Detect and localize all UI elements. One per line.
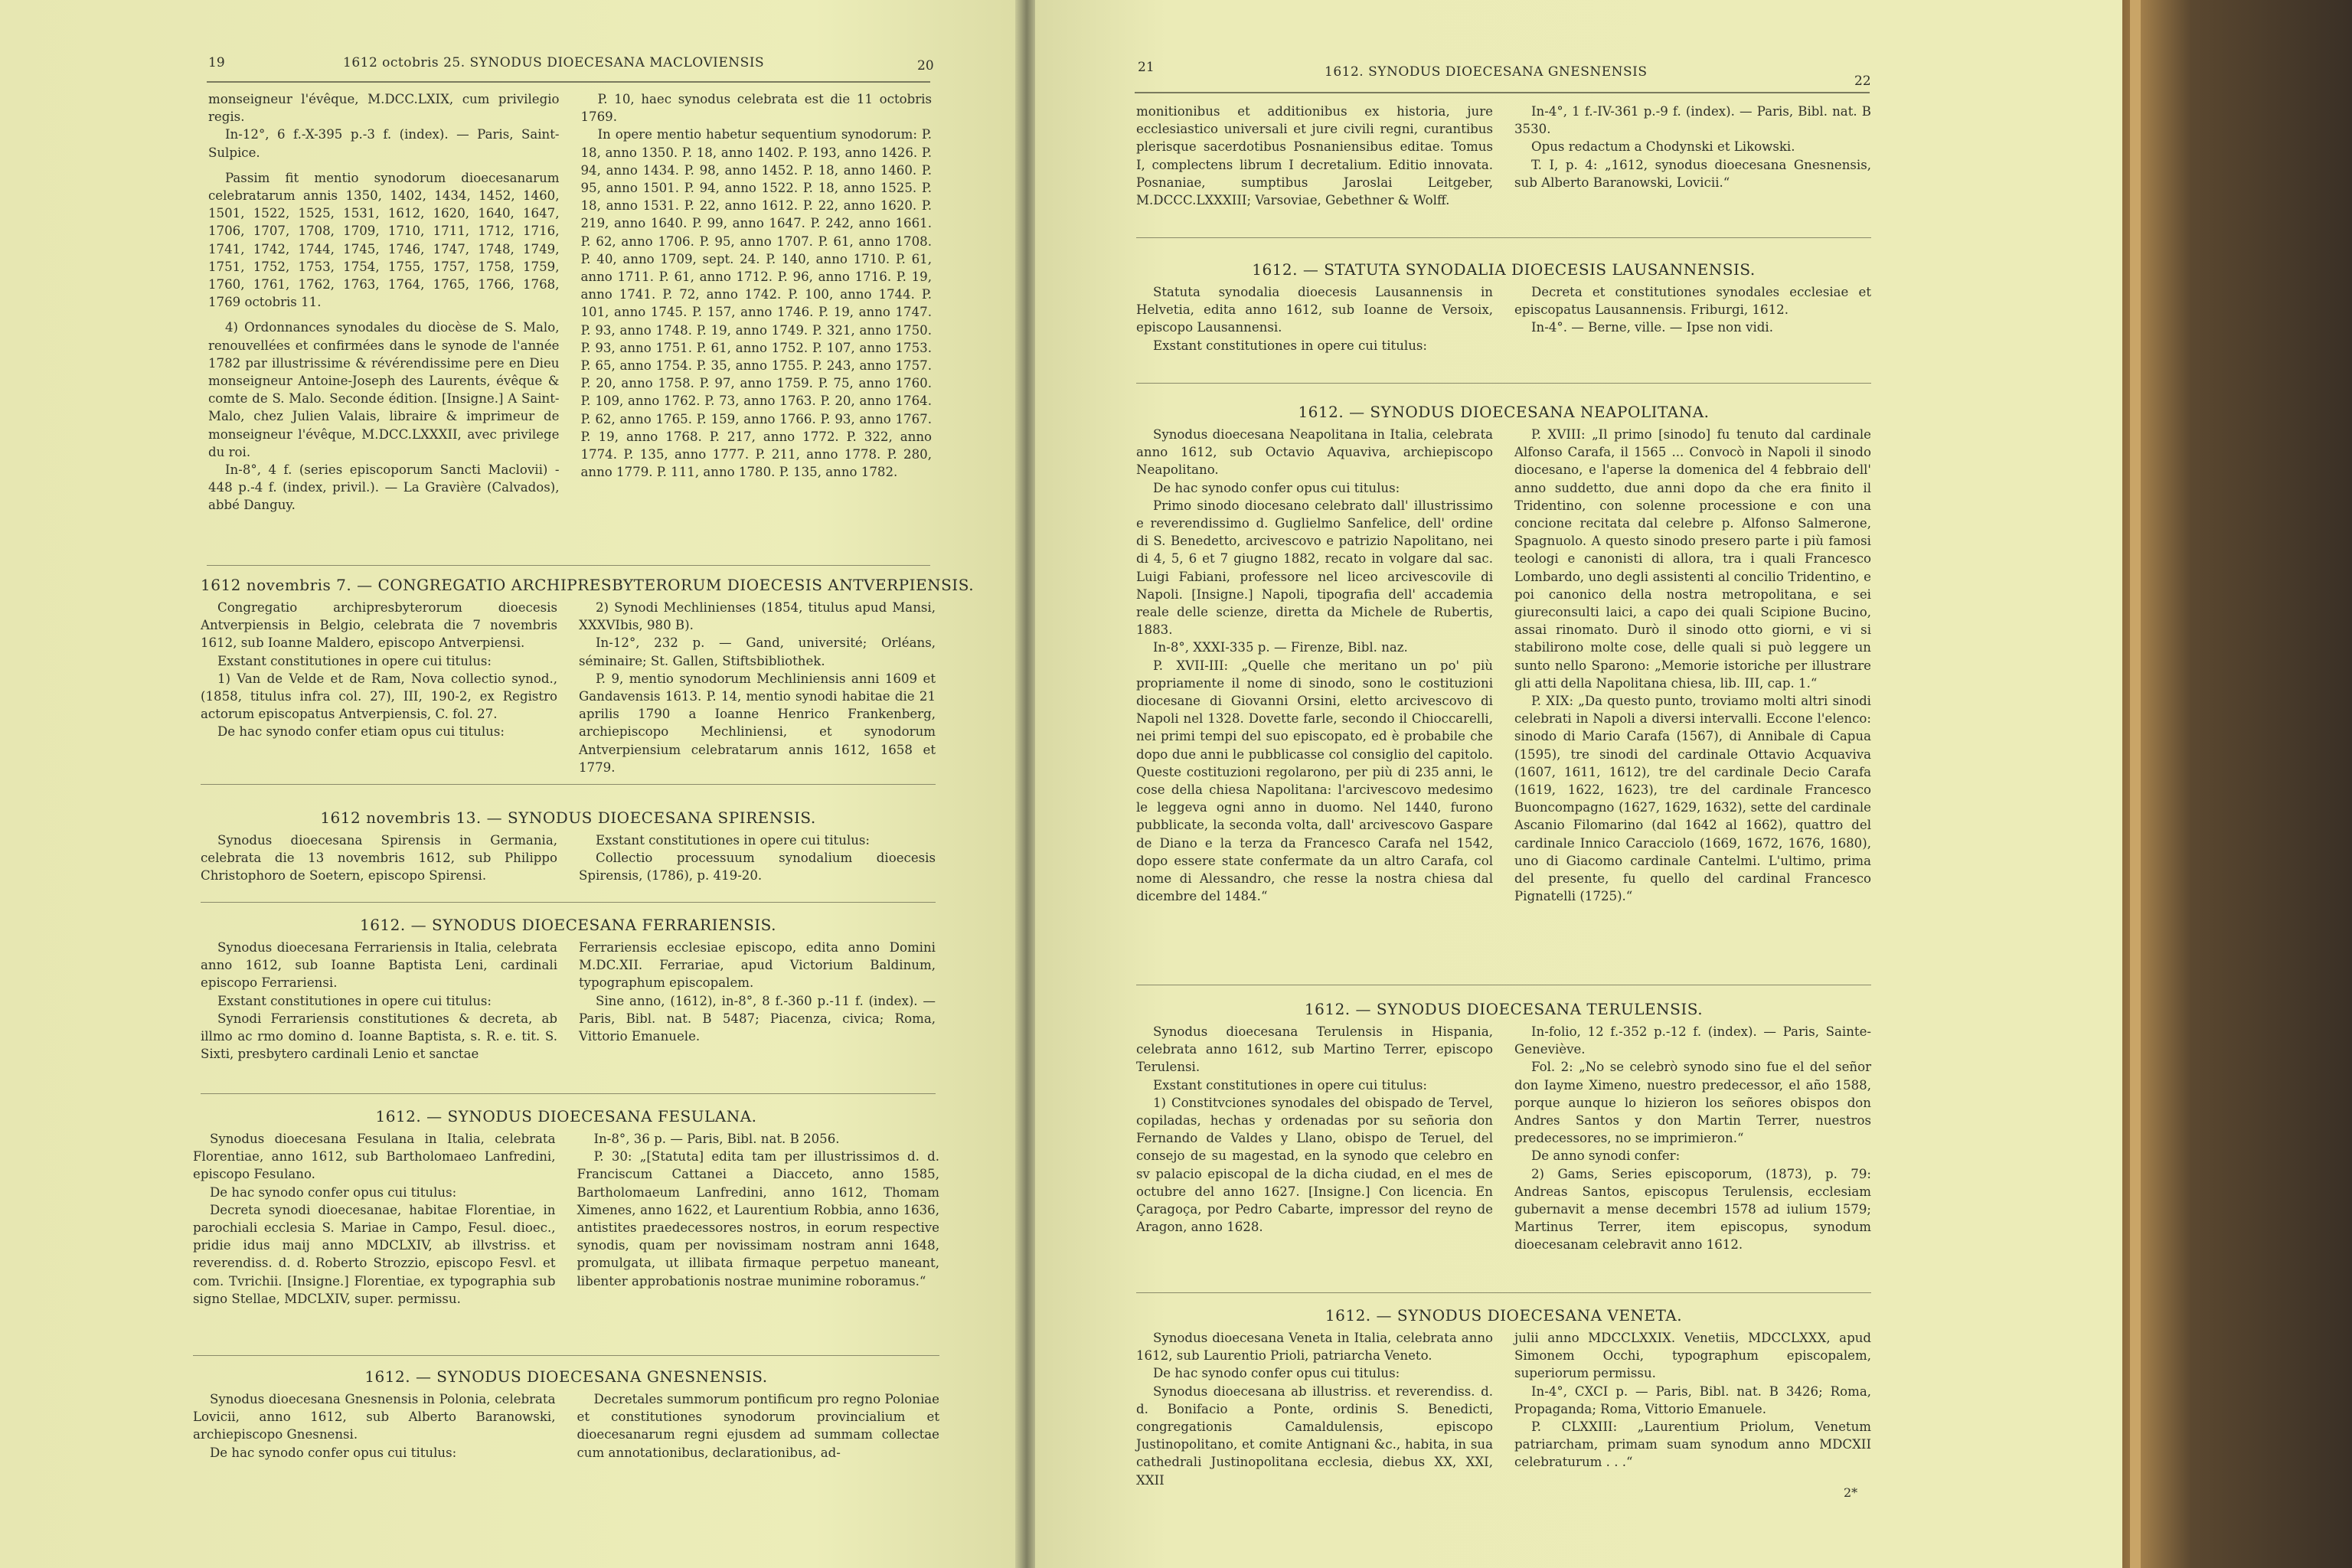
section-rule — [207, 565, 930, 566]
page-number-left: 19 — [208, 55, 225, 70]
paragraph: Statuta synodalia dioecesis Lausannensis in Helvetia, edita anno 1612, sub Ioanne de Versoix, episcopo Lausannensi. — [1136, 285, 1493, 335]
paragraph: Synodus dioecesana Neapolitana in Italia, celebrata anno 1612, sub Octavio Aquaviva, archiepiscopo Neapolitano. — [1136, 427, 1493, 478]
section-veneta — [1136, 1306, 1871, 1489]
paragraph: De hac synodo confer opus cui titulus: — [1153, 1366, 1400, 1381]
col-left — [208, 90, 560, 514]
paragraph: 2) Gams, Series episcoporum, (1873), p. 79: Andreas Santos, episcopus Terulensis, ecclesiam gubernavit a mense decembri 1578 ad iulium 1579; Martinus Terrer, item episcopus, synodum dioecesanam celebravit anno 1612. — [1514, 1166, 1871, 1253]
right-page — [1035, 0, 2122, 1568]
section-gnesnensis — [193, 1367, 939, 1462]
col-right — [1514, 1023, 1871, 1254]
paragraph: 4) Ordonnances synodales du diocèse de S. Malo, renouvellées et confirmées dans le synode de l'année 1782 par illustrissime & révérendissime pere en Dieu monseigneur Antoine-Joseph des Laurents, évêque & comte de S. Malo. Seconde édition. [Insigne.] A Saint-Malo, chez Julien Valais, libraire & imprimeur de monseigneur l'évêque, M.DCC.LXXXII, avec privilege du roi. — [208, 320, 560, 459]
paragraph: De hac synodo confer etiam opus cui titulus: — [217, 724, 505, 740]
paragraph: P. 9, mentio synodorum Mechliniensis anni 1609 et Gandavensis 1613. P. 14, mentio synodi habitae die 21 aprilis 1790 a Ioanne Henrico Frankenberg, archiepiscopo Mechliniensi, et synodorum Antverpiensium celebratarum annis 1612, 1658 et 1779. — [579, 671, 936, 775]
col-right — [1514, 103, 1871, 209]
col-left — [201, 599, 557, 776]
paragraph: In-4°. — Berne, ville. — Ipse non vidi. — [1531, 320, 1773, 335]
paragraph: Exstant constitutiones in opere cui titulus: — [1153, 338, 1427, 353]
col-right — [1514, 1329, 1871, 1489]
paragraph: P. CLXXIII: „Laurentium Priolum, Venetum patriarcham, primam suam synodum anno MDCXII celebraturum . . .“ — [1514, 1419, 1871, 1470]
section-gnesnensis-cont — [1136, 103, 1871, 209]
paragraph: Synodus dioecesana Veneta in Italia, celebrata anno 1612, sub Laurentio Prioli, patriarcha Veneto. — [1136, 1331, 1493, 1364]
paragraph: Decreta et constitutiones synodales ecclesiae et episcopatus Lausannensis. Friburgi, 1612. — [1514, 285, 1871, 318]
paragraph: T. I, p. 4: „1612, synodus dioecesana Gnesnensis, sub Alberto Baranowski, Lovicii.“ — [1514, 157, 1871, 190]
col-right — [579, 939, 936, 1063]
paragraph: monitionibus et additionibus ex historia, jure ecclesiastico universali et jure civili regni, curantibus plerisque sacerdotibus Posnaniensibus editae. Tomus I, complectens librum I decretalium. Editio innovata. Posnaniae, sumptibus Jaroslai Leitgeber, M.DCCC.LXXXIII; Varsoviae, Gebethner & Wolff. — [1136, 104, 1493, 208]
section-spirensis — [201, 808, 936, 885]
section-rule — [193, 1355, 939, 1356]
left-page — [0, 0, 1018, 1568]
paragraph: Sine anno, (1612), in-8°, 8 f.-360 p.-11 f. (index). — Paris, Bibl. nat. B 5487; Piacenza, civica; Roma, Vittorio Emanuele. — [579, 993, 936, 1044]
col-left — [193, 1130, 556, 1308]
section-heading: 1612. — SYNODUS DIOECESANA TERULENSIS. — [1304, 1000, 1704, 1018]
section-rule — [1136, 1292, 1871, 1293]
paragraph: Primo sinodo diocesano celebrato dall' illustrissimo e reverendissimo d. Guglielmo Sanfelice, dell' ordine di S. Benedetto, arcivescovo e patrizio Napolitano, nei di 4, 5, 6 et 7 giugno 1882, recato in volgare dal sac. Luigi Fabiani, professore nel liceo arcivescovile di Napoli. [Insigne.] Napoli, tipografia dell' accademia reale delle scienze, diretta da Michele de Rubertis, 1883. — [1136, 498, 1493, 638]
paragraph: De hac synodo confer opus cui titulus: — [1153, 480, 1400, 495]
paragraph: In-12°, 6 f.-X-395 p.-3 f. (index). — Paris, Saint-Sulpice. — [208, 127, 560, 160]
paragraph: Synodus dioecesana Ferrariensis in Italia, celebrata anno 1612, sub Ioanne Baptista Leni, cardinali episcopo Ferrariensi. — [201, 940, 557, 991]
cover-binding-band — [2130, 0, 2141, 1568]
section-heading: 1612. — SYNODUS DIOECESANA VENETA. — [1325, 1306, 1683, 1325]
paragraph: Synodus dioecesana Fesulana in Italia, celebrata Florentiae, anno 1612, sub Bartholomaeo Lanfredini, episcopo Fesulano. — [193, 1132, 556, 1182]
col-left — [193, 1390, 556, 1462]
section-heading: 1612. — SYNODUS DIOECESANA NEAPOLITANA. — [1298, 403, 1710, 421]
paragraph: Exstant constitutiones in opere cui titulus: — [217, 993, 492, 1008]
paragraph: In opere mentio habetur sequentium synodorum: P. 18, anno 1350. P. 18, anno 1402. P. 193, anno 1426. P. 94, anno 1434. P. 98, anno 1452. P. 18, anno 1460. P. 95, anno 1501. P. 94, anno 1522. P. 18, anno 1525. P. 18, anno 1531. P. 22, anno 1612. P. 22, anno 1620. P. 219, anno 1640. P. 99, anno 1647. P. 242, anno 1661. P. 62, anno 1706. P. 95, anno 1707. P. 61, anno 1708. P. 40, anno 1709, sept. 24. P. 140, anno 1710. P. 61, anno 1711. P. 61, anno 1712. P. 96, anno 1716. P. 19, anno 1741. P. 72, anno 1742. P. 100, anno 1744. P. 101, anno 1745. P. 157, anno 1746. P. 19, anno 1747. P. 93, anno 1748. P. 19, anno 1749. P. 321, anno 1750. P. 93, anno 1751. P. 61, anno 1752. P. 107, anno 1753. P. 65, anno 1754. P. 35, anno 1755. P. 243, anno 1757. P. 20, anno 1758. P. 97, anno 1759. P. 75, anno 1760. P. 109, anno 1762. P. 73, anno 1763. P. 20, anno 1764. P. 62, anno 1765. P. 159, anno 1766. P. 93, anno 1767. P. 19, anno 1768. P. 217, anno 1772. P. 322, anno 1774. P. 135, anno 1777. P. 211, anno 1778. P. 280, anno 1779. P. 111, anno 1780. P. 135, anno 1782. — [580, 127, 932, 480]
paragraph: De hac synodo confer opus cui titulus: — [210, 1445, 457, 1460]
paragraph: Synodi Ferrariensis constitutiones & decreta, ab illmo ac rmo domino d. Ioanne Baptista, s. R. e. tit. S. Sixti, presbytero cardinali Lenio et sanctae — [201, 1011, 557, 1062]
paragraph: Opus redactum a Chodynski et Likowski. — [1531, 139, 1795, 155]
col-right — [1514, 426, 1871, 905]
running-head-left: 1612 octobris 25. SYNODUS DIOECESANA MACLOVIENSIS — [343, 55, 765, 70]
col-left — [201, 939, 557, 1063]
paragraph: In-12°, 232 p. — Gand, université; Orléans, séminaire; St. Gallen, Stiftsbibliothek. — [579, 635, 936, 668]
col-left — [1136, 426, 1493, 905]
paragraph: P. 30: „[Statuta] edita tam per illustrissimos d. d. Franciscum Cattanei a Diacceto, anno 1585, Bartholomaeum Lanfredini, anno 1612, Thomam Ximenes, anno 1622, et Laurentium Robbia, anno 1636, antistites praedecessores nostros, in eorum respective synodis, quam per novissimam nostram anni 1648, promulgata, ut illibata firmaque perpetuo maneant, libenter approbationis nostrae munimine roboramus.“ — [577, 1149, 939, 1289]
col-left — [1136, 103, 1493, 209]
book-cover-edge — [2122, 0, 2352, 1568]
section-heading: 1612. — STATUTA SYNODALIA DIOECESIS LAUSANNENSIS. — [1252, 260, 1756, 279]
section-heading: 1612. — SYNODUS DIOECESANA FERRARIENSIS. — [359, 916, 777, 934]
col-left — [1136, 1023, 1493, 1254]
paragraph: Collectio processuum synodalium dioecesis Spirensis, (1786), p. 419-20. — [579, 851, 936, 884]
col-right — [581, 90, 933, 514]
col-right — [577, 1390, 940, 1462]
section-neapolitana — [1136, 403, 1871, 905]
paragraph: P. XVIII: „Il primo [sinodo] fu tenuto dal cardinale Alfonso Carafa, il 1565 ... Convocò in Napoli il sinodo diocesano, e l'aperse la domenica del 4 febbraio dell' anno suddetto, due anni dopo da che era finito il Tridentino, con solenne processione e con una concione recitata dal celebre p. Alfonso Salmerone, Spagnuolo. A questo sinodo presero parte i più famosi teologi e canonisti di allora, tra i quali Francesco Lombardo, uno degli assistenti al concilio Tridentino, e poi canonico della nostra metropolitana, e sei giureconsulti laici, a capo dei quali Scipione Bucino, assai rinomato. Durò il sinodo otto giorni, e vi si stabilirono molte cose, delle quali si può leggere un sunto nello Sparono: „Memorie istoriche per illustrare gli atti della Napolitana chiesa, lib. III, cap. 1.“ — [1514, 427, 1871, 691]
col-right — [577, 1130, 940, 1308]
paragraph: Fol. 2: „No se celebrò synodo sino fue el del señor don Iayme Ximeno, nuestro predecessor, el año 1588, porque aunque lo hizieron los señores obispos don Andres Santos y don Martin Terrer, nuestros predecessores, no se imprimieron.“ — [1514, 1060, 1871, 1146]
paragraph: Decretales summorum pontificum pro regno Poloniae et constitutiones synodorum provincialium et dioecesanarum regni ejusdem ad summam collectae cum annotationibus, declarationibus, ad- — [577, 1392, 939, 1460]
col-left — [1136, 283, 1493, 354]
section-ferrariensis — [201, 916, 936, 1063]
paragraph: Exstant constitutiones in opere cui titulus: — [1153, 1077, 1427, 1093]
section-heading: 1612. — SYNODUS DIOECESANA FESULANA. — [375, 1107, 757, 1125]
col-left — [1136, 1329, 1493, 1489]
section-heading: 1612 novembris 7. — CONGREGATIO ARCHIPRESBYTERORUM DIOECESIS ANTVERPIENSIS. — [201, 576, 975, 594]
section-macloviensis — [208, 90, 932, 514]
paragraph: julii anno MDCCLXXIX. Venetiis, MDCCLXXX, apud Simonem Occhi, typographum episcopalem, superiorum permissu. — [1514, 1331, 1871, 1381]
header-rule — [207, 81, 930, 83]
paragraph: Synodus dioecesana Gnesnensis in Polonia, celebrata Lovicii, anno 1612, sub Alberto Baranowski, archiepiscopo Gnesnensi. — [193, 1392, 556, 1442]
paragraph: In-4°, 1 f.-IV-361 p.-9 f. (index). — Paris, Bibl. nat. B 3530. — [1514, 104, 1871, 137]
section-heading: 1612. — SYNODUS DIOECESANA GNESNENSIS. — [364, 1367, 768, 1386]
paragraph: Ferrariensis ecclesiae episcopo, edita anno Domini M.DC.XII. Ferrariae, apud Victorium Baldinum, typographum episcopalem. — [579, 940, 936, 991]
section-rule — [1136, 237, 1871, 238]
section-heading: 1612 novembris 13. — SYNODUS DIOECESANA SPIRENSIS. — [320, 808, 816, 827]
paragraph: In-8°, XXXI-335 p. — Firenze, Bibl. naz. — [1153, 640, 1408, 655]
col-right — [579, 831, 936, 885]
section-rule — [201, 1093, 936, 1094]
paragraph: De hac synodo confer opus cui titulus: — [210, 1184, 457, 1200]
section-rule — [1136, 383, 1871, 384]
col-left — [201, 831, 557, 885]
section-antverpiensis — [201, 576, 975, 776]
col-right — [1514, 283, 1871, 354]
page-number-left-right: 20 — [917, 58, 934, 74]
section-terulensis — [1136, 1000, 1871, 1254]
running-head-right: 1612. SYNODUS DIOECESANA GNESNENSIS — [1325, 64, 1648, 80]
paragraph: In-folio, 12 f.-352 p.-12 f. (index). — Paris, Sainte-Geneviève. — [1514, 1024, 1871, 1057]
section-lausannensis — [1136, 260, 1871, 354]
paragraph: 1) Van de Velde et de Ram, Nova collectio synod., (1858, titulus infra col. 27), III, 190-2, ex Registro actorum episcopatus Antverpiensis, C. fol. 27. — [201, 671, 557, 722]
paragraph: 1) Constitvciones synodales del obispado de Tervel, copiladas, hechas y ordenadas por su señoria don Fernando de Valdes y Llano, obispo de Teruel, del consejo de su magestad, en la synodo que celebro en sv palacio episcopal de la dicha ciudad, en el mes de octubre del anno 1627. [Insigne.] Con licencia. En Çaragoça, por Pedro Cabarte, impressor del reyno de Aragon, anno 1628. — [1136, 1095, 1493, 1235]
paragraph: Synodus dioecesana Spirensis in Germania, celebrata die 13 novembris 1612, sub Philippo Christophoro de Soetern, episcopo Spirensi. — [201, 833, 557, 884]
paragraph: 2) Synodi Mechlinienses (1854, titulus apud Mansi, XXXVIbis, 980 B). — [579, 600, 936, 633]
section-rule — [201, 784, 936, 785]
paragraph: P. XIX: „Da questo punto, troviamo molti altri sinodi celebrati in Napoli a diversi intervalli. Eccone l'elenco: sinodo di Mario Carafa (1567), di Annibale di Capua (1595), tre sinodi del cardinale Ottavio Acquaviva (1607, 1611, 1612), tre del cardinale Decio Carafa (1619, 1622, 1623), tre del cardinale Francesco Buoncompagno (1627, 1629, 1632), sette del cardinale Ascanio Filomarino (dal 1642 al 1662), quattro del cardinale Innico Caracciolo (1669, 1672, 1676, 1680), uno di Giacomo cardinale Cantelmi. L'ultimo, prima del presente, fu quello del cardinal Francesco Pignatelli (1725).“ — [1514, 694, 1871, 904]
paragraph: Exstant constitutiones in opere cui titulus: — [596, 833, 870, 848]
paragraph: Exstant constitutiones in opere cui titulus: — [217, 653, 492, 668]
page-number-right-left: 21 — [1138, 60, 1155, 75]
paragraph: monseigneur l'évêque, M.DCC.LXIX, cum privilegio regis. — [208, 92, 560, 125]
paragraph: Decreta synodi dioecesanae, habitae Florentiae, in parochiali ecclesia S. Mariae in Campo, Fesul. dioec., pridie idus maij anno MDCLXIV, ab illvstriss. et reverendiss. d. d. Roberto Strozzio, episcopo Fesvl. et com. Tvrichii. [Insigne.] Florentiae, ex typographia sub signo Stellae, MDCLXIV, super. permissu. — [193, 1202, 556, 1306]
paragraph: In-8°, 36 p. — Paris, Bibl. nat. B 2056. — [593, 1132, 840, 1146]
section-rule — [201, 902, 936, 903]
printer-signature: 2* — [1844, 1485, 1858, 1500]
paragraph: Congregatio archipresbyterorum dioecesis Antverpiensis in Belgio, celebrata die 7 novembris 1612, sub Ioanne Maldero, episcopo Antverpiensi. — [201, 600, 557, 651]
paragraph: In-4°, CXCI p. — Paris, Bibl. nat. B 3426; Roma, Propaganda; Roma, Vittorio Emanuele. — [1514, 1383, 1871, 1416]
header-rule — [1135, 92, 1870, 93]
paragraph: Synodus dioecesana Terulensis in Hispania, celebrata anno 1612, sub Martino Terrer, episcopo Terulensi. — [1136, 1024, 1493, 1075]
page-number-right: 22 — [1854, 74, 1871, 89]
paragraph: In-8°, 4 f. (series episcoporum Sancti Maclovii) - 448 p.-4 f. (index, privil.). — La Gravière (Calvados), abbé Danguy. — [208, 462, 560, 513]
paragraph: Passim fit mentio synodorum dioecesanarum celebratarum annis 1350, 1402, 1434, 1452, 1460, 1501, 1522, 1525, 1531, 1612, 1620, 1640, 1647, 1706, 1707, 1708, 1709, 1710, 1711, 1712, 1716, 1741, 1742, 1744, 1745, 1746, 1747, 1748, 1749, 1751, 1752, 1753, 1754, 1755, 1757, 1758, 1759, 1760, 1761, 1762, 1763, 1764, 1765, 1766, 1768, 1769 octobris 11. — [208, 170, 560, 310]
paragraph: P. 10, haec synodus celebrata est die 11 octobris 1769. — [580, 92, 932, 125]
paragraph: P. XVII-III: „Quelle che meritano un po' più propriamente il nome di sinodo, sono le costituzioni diocesane di Giovanni Orsini, eletto arcivescovo di Napoli nel 1328. Dovette farle, secondo il Chioccarelli, nei primi tempi del suo episcopato, ed è probabile che dopo due anni le pubblicasse col consiglio del capitolo. Queste costituzioni regolarono, per più di 235 anni, le cose della chiesa Napolitana: l'arcivescovo medesimo le leggeva ogni anno in duomo. Nel 1440, furono pubblicate, la seconda volta, dall' arcivescovo Gaspare de Diano e la terza da Francesco Carafa nel 1542, dopo essere state confermate da un altro Carafa, col nome di Alessandro, che resse la nostra chiesa dal dicembre del 1484.“ — [1136, 658, 1493, 904]
section-fesulana — [193, 1107, 939, 1308]
col-right — [579, 599, 936, 776]
paragraph: Synodus dioecesana ab illustriss. et reverendiss. d. d. Bonifacio a Ponte, ordinis S. Benedicti, congregationis Camaldulensis, episcopo Justinopolitano, et comite Antignani &c., habita, in sua cathedrali Justinopolitana ecclesia, diebus XX, XXI, XXII — [1136, 1383, 1493, 1488]
paragraph: De anno synodi confer: — [1531, 1148, 1681, 1164]
